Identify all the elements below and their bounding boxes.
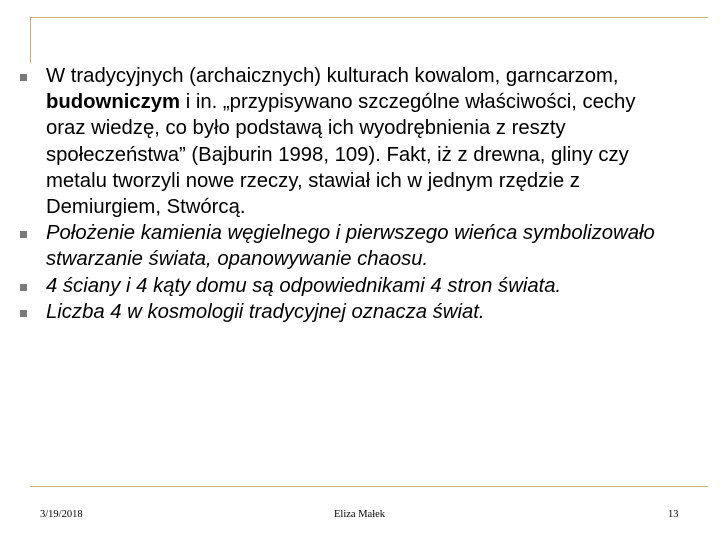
bullet-text-3: 4 ściany i 4 kąty domu są odpowiednikami 4 stron świata. (46, 274, 562, 297)
bullet-text-1-bold: budowniczym (46, 91, 181, 114)
bullet-text-1 (46, 63, 660, 220)
bullet-item-2 (20, 220, 660, 272)
square-bullet-icon (20, 74, 27, 81)
footer-page-number: 13 (668, 509, 679, 520)
frame-top-line (30, 17, 708, 18)
square-bullet-icon (20, 284, 27, 291)
bullet-item-1 (20, 63, 660, 220)
bullet-text-2: Położenie kamienia węgielnego i pierwszego wieńca symbolizowało stwarzanie świata, opanowywanie chaosu. (46, 222, 655, 271)
bullet-text-4: Liczba 4 w kosmologii tradycyjnej oznacza świat. (46, 300, 485, 323)
footer-author: Eliza Małek (334, 509, 386, 520)
frame-bottom-line (30, 486, 708, 487)
bullet-item-4 (20, 299, 660, 325)
footer-date: 3/19/2018 (40, 509, 83, 520)
slide-content (20, 63, 660, 325)
bullet-item-3 (20, 273, 660, 299)
square-bullet-icon (20, 310, 27, 317)
bullet-text-1-part-3: i in. „przypisywano szczególne właściwości, cechy oraz wiedzę, co było podstawą ich wyodrębnienia z reszty społeczeństwa” (Bajburin 1998, 109). Fakt, iż z drewna, gliny czy metalu tworzyli nowe rzeczy, stawiał ich w jednym rzędzie z Demiurgiem, Stwórcą. (46, 91, 636, 219)
bullet-text-1-part-1: W tradycyjnych (archaicznych) kulturach kowalom, garncarzom, (46, 65, 619, 87)
square-bullet-icon (20, 231, 27, 238)
frame-left-line (30, 17, 31, 63)
